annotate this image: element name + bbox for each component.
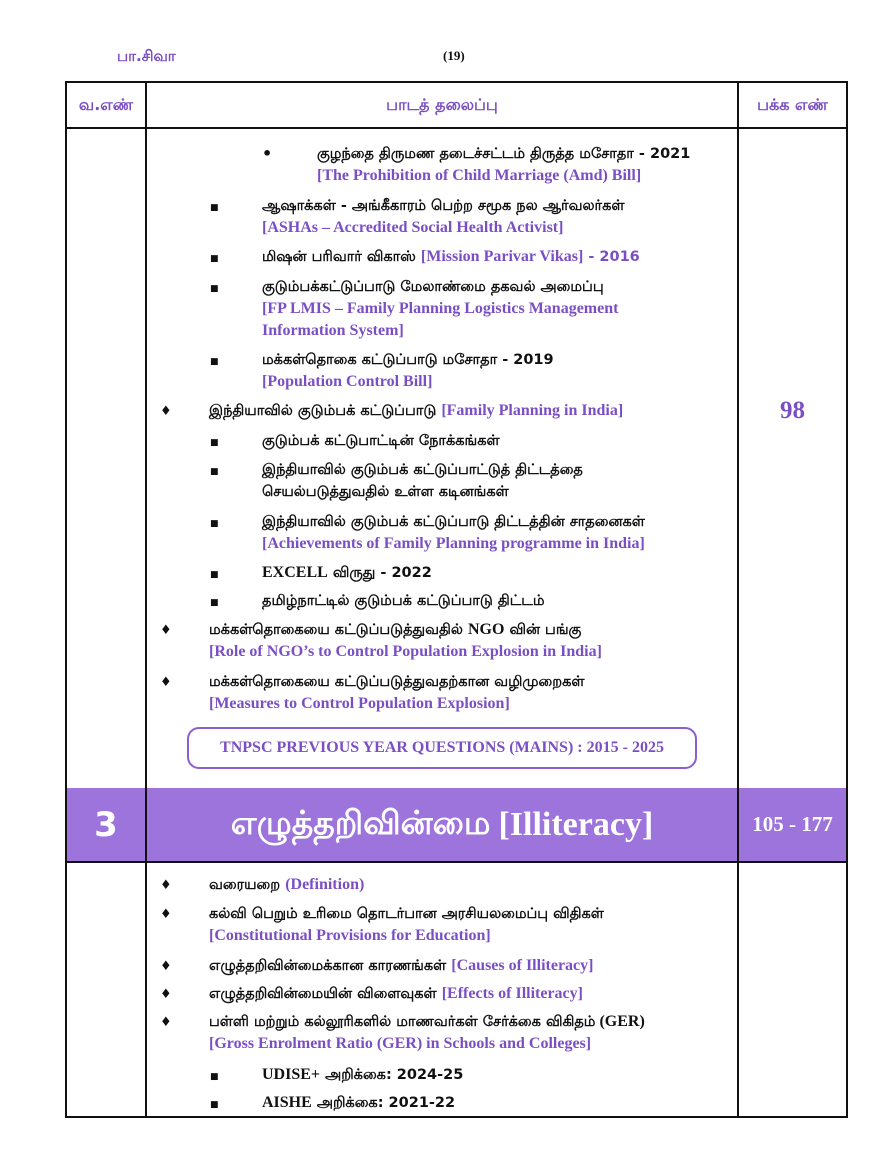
bullet-square-icon: ■ — [210, 467, 219, 477]
bullet-square-icon: ■ — [210, 203, 219, 213]
list-item: மிஷன் பரிவார் விகாஸ் [Mission Parivar Vikas] - 2016 — [262, 248, 640, 265]
list-item: இந்தியாவில் குடும்பக் கட்டுப்பாட்டுத் திட்டத்தை செயல்படுத்துவதில் உள்ள கடினங்கள் — [262, 462, 583, 500]
list-item: கல்வி பெறும் உரிமை தொடர்பான அரசியலமைப்பு விதிகள் [Constitutional Provisions for Education] — [209, 906, 604, 944]
list-item: தமிழ்நாட்டில் குடும்பக் கட்டுப்பாடு திட்டம் — [262, 593, 545, 609]
list-item: AISHE அறிக்கை: 2021-22 — [262, 1094, 456, 1111]
bullet-square-icon: ■ — [210, 570, 219, 580]
list-item: UDISE+ அறிக்கை: 2024-25 — [262, 1066, 464, 1083]
list-item: EXCELL விருது - 2022 — [262, 564, 432, 581]
column-divider — [737, 83, 739, 1116]
bullet-diamond-icon: ♦ — [160, 878, 172, 893]
bullet-dot-icon: • — [262, 144, 273, 163]
list-item: மக்கள்தொகையை கட்டுப்படுத்துவதற்கான வழிமுறைகள் [Measures to Control Population Explosion] — [209, 674, 585, 712]
list-item: ஆஷாக்கள் - அங்கீகாரம் பெற்ற சமூக நல ஆர்வலர்கள் [ASHAs – Accredited Social Health Activist] — [262, 198, 625, 236]
bullet-square-icon: ■ — [210, 598, 219, 608]
list-item: இந்தியாவில் குடும்பக் கட்டுப்பாடு திட்டத்தின் சாதனைகள் [Achievements of Family Planning programme in India] — [262, 514, 645, 552]
section-title — [147, 788, 737, 861]
bullet-square-icon: ■ — [210, 1072, 219, 1082]
column-header-serial: வ.எண் — [78, 94, 134, 114]
list-item: குடும்பக் கட்டுபாட்டின் நோக்கங்கள் — [262, 433, 500, 449]
bullet-diamond-icon: ♦ — [160, 987, 172, 1002]
tnpsc-questions-box: TNPSC PREVIOUS YEAR QUESTIONS (MAINS) : 2015 - 2025 — [187, 727, 697, 769]
bullet-square-icon: ■ — [210, 519, 219, 529]
bullet-square-icon: ■ — [210, 438, 219, 448]
bullet-square-icon: ■ — [210, 1100, 219, 1110]
column-header-page: பக்க எண் — [757, 94, 828, 114]
bullet-diamond-icon: ♦ — [160, 1015, 172, 1030]
page-number: (19) — [443, 48, 465, 63]
bullet-square-icon: ■ — [210, 357, 219, 367]
header-divider — [67, 127, 846, 129]
bullet-diamond-icon: ♦ — [160, 623, 172, 638]
bullet-diamond-icon: ♦ — [160, 907, 172, 922]
page-reference: 98 — [780, 397, 805, 424]
list-item: குழந்தை திருமண தடைச்சட்டம் திருத்த மசோதா - 2021 [The Prohibition of Child Marriage (Amd) Bill] — [317, 146, 691, 184]
bullet-diamond-icon: ♦ — [160, 959, 172, 974]
bullet-diamond-icon: ♦ — [160, 675, 172, 690]
column-divider — [145, 83, 147, 1116]
section-title-tamil: எழுத்தறிவின்மை — [230, 802, 491, 842]
list-item: மக்கள்தொகையை கட்டுப்படுத்துவதில் NGO வின் பங்கு [Role of NGO’s to Control Population Explosion in India] — [209, 621, 602, 660]
list-item: மக்கள்தொகை கட்டுப்பாடு மசோதா - 2019 [Population Control Bill] — [262, 352, 554, 390]
list-item: எழுத்தறிவின்மையின் விளைவுகள் [Effects of Illiteracy] — [209, 985, 583, 1002]
list-item: எழுத்தறிவின்மைக்கான காரணங்கள் [Causes of Illiteracy] — [209, 957, 594, 974]
list-item: வரையறை (Definition) — [209, 876, 365, 893]
bullet-square-icon: ■ — [210, 284, 219, 294]
section-title-english: [Illiteracy] — [498, 805, 654, 843]
list-item: பள்ளி மற்றும் கல்லூரிகளில் மாணவர்கள் சேர்க்கை விகிதம் (GER) [Gross Enrolment Ratio (GER) in Schools and Colleges] — [209, 1013, 645, 1052]
contents-table — [65, 81, 848, 1118]
list-item: இந்தியாவில் குடும்பக் கட்டுப்பாடு [Family Planning in India] — [209, 402, 624, 419]
bullet-square-icon: ■ — [210, 254, 219, 264]
section-page-range: 105 - 177 — [752, 812, 833, 836]
bullet-diamond-icon: ♦ — [160, 404, 172, 419]
author-name: பா.சிவா — [117, 47, 176, 65]
section-divider — [67, 861, 846, 863]
section-number: 3 — [94, 804, 118, 845]
list-item: குடும்பக்கட்டுப்பாடு மேலாண்மை தகவல் அமைப்பு [FP LMIS – Family Planning Logistics Management Information System] — [262, 279, 619, 339]
column-header-topic: பாடத் தலைப்பு — [386, 94, 498, 114]
